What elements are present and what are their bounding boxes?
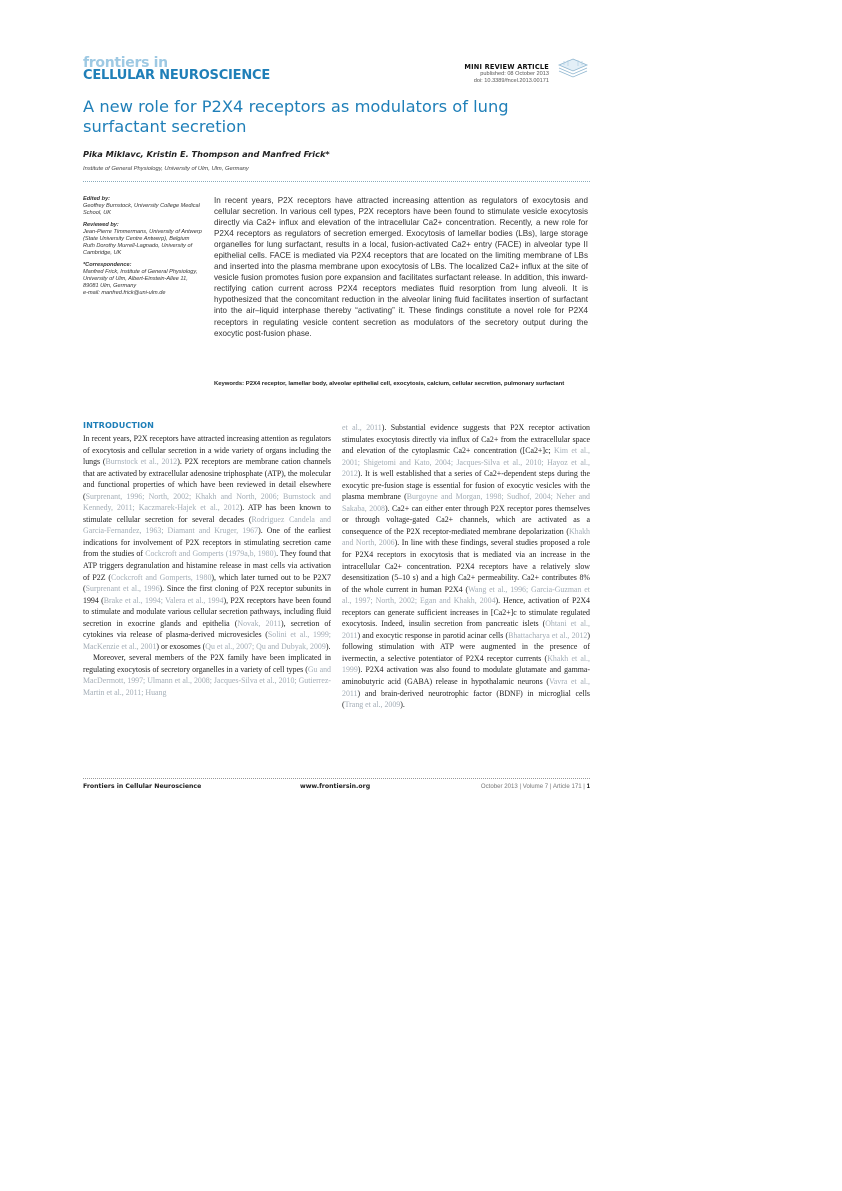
- footer-url[interactable]: www.frontiersin.org: [300, 783, 371, 790]
- keywords: [214, 380, 588, 388]
- footer-issue: [481, 783, 590, 790]
- paragraph: Moreover, several members of the P2X family have been implicated in regulating exocytosis of secretory organelles in a variety of cell types (Gu and MacDermott, 1997; Ulmann et al., 2008; Jacques-Silva et al., 2010; Gutierrez-Martin et al., 2011; Huang: [83, 653, 331, 698]
- citation-link[interactable]: Cockcroft and Gomperts (1979a,b, 1980): [145, 549, 277, 559]
- affiliation: Institute of General Physiology, University of Ulm, Ulm, Germany: [83, 166, 249, 172]
- journal-logo-line2: CELLULAR NEUROSCIENCE: [83, 68, 271, 83]
- footer-divider: [83, 778, 590, 779]
- citation-link[interactable]: Ohtani et al., 2011: [342, 619, 590, 640]
- reviewed-by-label: Reviewed by:: [83, 221, 119, 228]
- citation-link[interactable]: Gu and MacDermott, 1997; Ulmann et al., 2008; Jacques-Silva et al., 2010; Gutierrez-Martin et al., 2011; Huang: [83, 664, 331, 698]
- citation-link[interactable]: Trang et al., 2009: [344, 700, 401, 710]
- article-title: A new role for P2X4 receptors as modulators of lung surfactant secretion: [83, 97, 509, 136]
- doi: doi: 10.3389/fncel.2013.00171: [473, 78, 549, 84]
- edited-by-label: Edited by:: [83, 196, 111, 202]
- citation-link[interactable]: Qu et al., 2007; Qu and Dubyak, 2009: [205, 641, 326, 651]
- section-heading-introduction: INTRODUCTION: [83, 420, 155, 430]
- citation-link[interactable]: Cockcroft and Gomperts, 1980: [111, 572, 212, 582]
- correspondence-label: *Correspondence:: [83, 261, 132, 268]
- citation-link[interactable]: Burgoyne and Morgan, 1998; Sudhof, 2004; Neher and Sakaba, 2008: [342, 492, 590, 513]
- citation-link[interactable]: Novak, 2011: [237, 618, 282, 628]
- body-column-right: [342, 422, 590, 711]
- stacked-layers-icon: [556, 56, 590, 80]
- reviewer-2: Ruth Dorothy Murrell-Lagnado, University of Cambridge, UK: [83, 243, 193, 257]
- article-meta: [464, 63, 549, 85]
- citation-link[interactable]: Surprenant et al., 1996: [85, 584, 160, 594]
- journal-logo: [83, 57, 270, 83]
- paragraph: et al., 2011). Substantial evidence suggests that P2X receptor activation stimulates exocytosis directly via influx of Ca2+ from the extracellular space and elevation of the cytoplasmic Ca2+ concentration ([Ca2+]c; Kim et al., 2001; Shigetomi and Kato, 2004; Jacques-Silva et al., 2010; Hayoz et al., 2012). It is well established that a series of Ca2+-dependent steps during the exocytic pre-fusion stage is essential for fusion of exocytic vesicles with the plasma membrane (Burgoyne and Morgan, 1998; Sudhof, 2004; Neher and Sakaba, 2008). Ca2+ can either enter through P2X receptor pores themselves or through voltage-gated Ca2+ channels, which are activated as a consequence of the P2X receptor-mediated membrane depolarization (Khakh and North, 2006). In line with these findings, several studies proposed a role for P2X4 receptors in exocytosis that is mediated via an increase in the intracellular Ca2+ concentration. P2X4 receptors have a relatively slow desensitization (5–10 s) and a high Ca2+ permeability. Ca2+ contributes 8% of the whole current in human P2X4 (Wang et al., 1996; Garcia-Guzman et al., 1997; North, 2002; Egan and Khakh, 2004). Hence, activation of P2X4 receptors can generate sufficient increases in [Ca2+]c to stimulate regulated exocytosis. Indeed, insulin secretion from pancreatic islets (Ohtani et al., 2011) and exocytic response in parotid acinar cells (Bhattacharya et al., 2012) following stimulation with ATP were augmented in the presence of ivermectin, a selective potentiator of P2X4 receptor currents (Khakh et al., 1999). P2X4 activation was also found to modulate glutamate and gamma-aminobutyric acid (GABA) release in hypothalamic neurons (Vavra et al., 2011) and brain-derived neurotrophic factor (BDNF) in microglial cells (Trang et al., 2009).: [342, 423, 590, 710]
- citation-link[interactable]: Khakh et al., 1999: [342, 653, 590, 675]
- citation-link[interactable]: Solini et al., 1999; MacKenzie et al., 2001: [83, 630, 331, 651]
- correspondence-email[interactable]: e-mail: manfred.frick@uni-ulm.de: [83, 290, 166, 297]
- correspondence-address: Manfred Frick, Institute of General Physiology, University of Ulm, Albert-Einstein-Allee 11, 89081 Ulm, Germany: [83, 268, 198, 290]
- citation-link[interactable]: Brake et al., 1994; Valera et al., 1994: [103, 595, 224, 605]
- footer-issue-text: October 2013 | Volume 7 | Article 171 |: [480, 783, 585, 790]
- abstract: In recent years, P2X receptors have attracted increasing attention as regulators of exocytosis and cellular secretion. In various cell types, P2X receptors have been found to stimulate vesicle exocytosis directly via Ca2+ influx and elevation of the intracellular Ca2+ concentration. Recently, a new role for P2X4 receptors as regulators of secretion emerged. Exocytosis of lamellar bodies (LBs), large storage organelles for lung surfactant, results in a local, fusion-activated Ca2+ entry (FACE) in alveolar type II epithelial cells. FACE is mediated via P2X4 receptors that are located on the limiting membrane of LBs and inserted into the plasma membrane upon exocytosis of LBs. The localized Ca2+ influx at the site of vesicle fusion promotes fusion pore expansion and facilitates surfactant release. In addition, this inward-rectifying cation current across P2X4 receptors mediates fluid resorption from lung alveoli. It is hypothesized that the concomitant reduction in the alveolar lining fluid facilitates insertion of surfactant into the air–liquid interphase thereby “activating” it. These findings constitute a novel role for P2X4 receptors in regulating vesicle content secretion as modulators of the secretory output during the exocytic post-fusion phase.: [214, 196, 588, 338]
- paragraph: In recent years, P2X receptors have attracted increasing attention as regulators of exocytosis and cellular secretion in a wide variety of organs including the lungs (Burnstock et al., 2012). P2X receptors are membrane cation channels that are activated by extracellular adenosine triphosphate (ATP), the molecular and functional properties of which have been reviewed in detail elsewhere (Surprenant, 1996; North, 2002; Khakh and North, 2006; Burnstock and Kennedy, 2011; Kaczmarek-Hajek et al., 2012). ATP has been known to stimulate cellular secretion for several decades (Rodriguez Candela and Garcia-Fernandez, 1963; Diamant and Kruger, 1967). One of the earliest indications for involvement of P2X receptors in stimulating secretion came from the studies of Cockcroft and Gomperts (1979a,b, 1980). They found that ATP triggers degranulation and histamine release in mast cells via activation of P2Z (Cockcroft and Gomperts, 1980), which later turned out to be P2X7 (Surprenant et al., 1996). Since the first cloning of P2X receptor subunits in 1994 (Brake et al., 1994; Valera et al., 1994), P2X receptors have been found to stimulate and modulate various cellular secretion pathways, including fluid secretion in exocrine glands and epithelia (Novak, 2011), secretion of cytokines via release of plasma-derived microvesicles (Solini et al., 1999; MacKenzie et al., 2001) or exosomes (Qu et al., 2007; Qu and Dubyak, 2009).: [83, 434, 332, 651]
- citation-link[interactable]: Kim et al., 2001; Shigetomi and Kato, 2004; Jacques-Silva et al., 2010; Hayoz et al., 2012: [342, 446, 590, 479]
- published-date: published: 08 October 2013: [480, 71, 549, 77]
- citation-link[interactable]: Burnstock et al., 2012: [105, 457, 178, 467]
- page-number: 1: [586, 783, 590, 790]
- reviewer-1: Jean-Pierre Timmermans, University of Antwerp (State University Centre Antwerp), Belgium: [83, 228, 202, 243]
- citation-link[interactable]: Rodriguez Candela and Garcia-Fernandez, 1963; Diamant and Kruger, 1967: [83, 514, 332, 536]
- editor: Geoffrey Burnstock, University College Medical School, UK: [83, 203, 200, 217]
- journal-logo-line1: frontiers in: [83, 55, 168, 71]
- header-divider: [83, 181, 590, 182]
- keywords-label: Keywords:: [214, 381, 245, 387]
- citation-link[interactable]: Bhattacharya et al., 2012: [508, 630, 588, 640]
- keywords-text: P2X4 receptor, lamellar body, alveolar epithelial cell, exocytosis, calcium, cellular secretion, pulmonary surfactant: [245, 381, 565, 387]
- citation-link[interactable]: Surprenant, 1996; North, 2002; Khakh and North, 2006; Burnstock and Kennedy, 2011; Kaczmarek-Hajek et al., 2012: [83, 491, 331, 513]
- body-column-left: [83, 433, 331, 699]
- footer-journal: Frontiers in Cellular Neuroscience: [83, 783, 202, 790]
- citation-link[interactable]: Wang et al., 1996; Garcia-Guzman et al., 1997; North, 2002; Egan and Khakh, 2004: [342, 584, 590, 606]
- citation-link[interactable]: Vavra et al., 2011: [342, 677, 590, 698]
- article-type: MINI REVIEW ARTICLE: [464, 63, 549, 71]
- editorial-sidebar: [83, 196, 203, 302]
- citation-link[interactable]: Khakh and North, 2006: [342, 526, 590, 548]
- authors: Pika Miklavc, Kristin E. Thompson and Manfred Frick*: [83, 149, 330, 159]
- citation-link[interactable]: et al., 2011: [342, 423, 382, 432]
